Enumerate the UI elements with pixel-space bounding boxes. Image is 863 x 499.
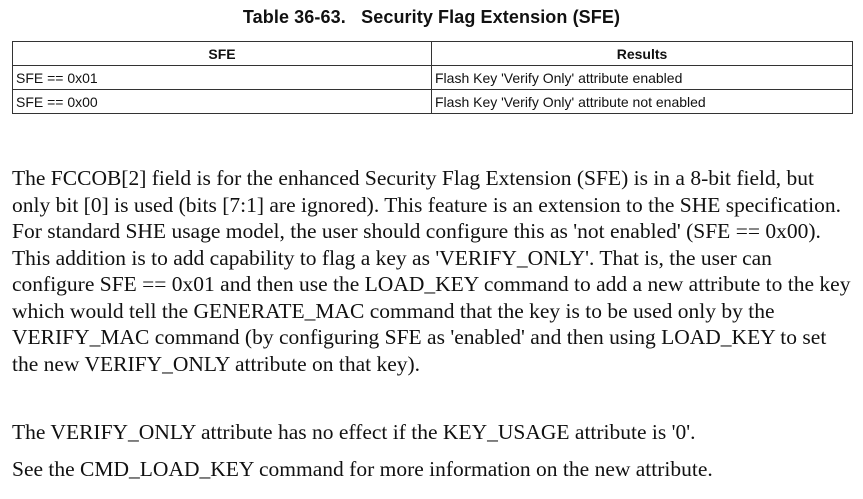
table-cell-result: Flash Key 'Verify Only' attribute enabled bbox=[432, 66, 853, 90]
table-cell-sfe: SFE == 0x00 bbox=[13, 90, 432, 114]
body-paragraph-load-key-reference: See the CMD_LOAD_KEY command for more information on the new attribute. bbox=[12, 457, 713, 481]
sfe-table bbox=[12, 41, 853, 114]
table-title: Table 36-63. Security Flag Extension (SFE) bbox=[242, 7, 621, 27]
table-cell-result: Flash Key 'Verify Only' attribute not enabled bbox=[432, 90, 853, 114]
table-row bbox=[13, 66, 853, 90]
table-row bbox=[13, 90, 853, 114]
body-paragraph-sfe-description: The FCCOB[2] field is for the enhanced Security Flag Extension (SFE) is in a 8-bit field, but only bit [0] is used (bits [7:1] are ignored). This feature is an extension to the SHE specification. For standard SHE usage model, the user should configure this as 'not enabled' (SFE == 0x00). This addition is to add capability to flag a key as 'VERIFY_ONLY'. That is, the user can configure SFE == 0x01 and then use the LOAD_KEY command to add a new attribute to the key which would tell the GENERATE_MAC command that the key is to be used only by the VERIFY_MAC command (by configuring SFE as 'enabled' and then using LOAD_KEY to set the new VERIFY_ONLY attribute on that key). bbox=[12, 166, 851, 376]
column-header-sfe: SFE bbox=[13, 42, 432, 66]
body-paragraph-verify-only-note: The VERIFY_ONLY attribute has no effect if the KEY_USAGE attribute is '0'. bbox=[12, 420, 696, 444]
table-header-row bbox=[13, 42, 853, 66]
table-cell-sfe: SFE == 0x01 bbox=[13, 66, 432, 90]
column-header-results: Results bbox=[432, 42, 853, 66]
